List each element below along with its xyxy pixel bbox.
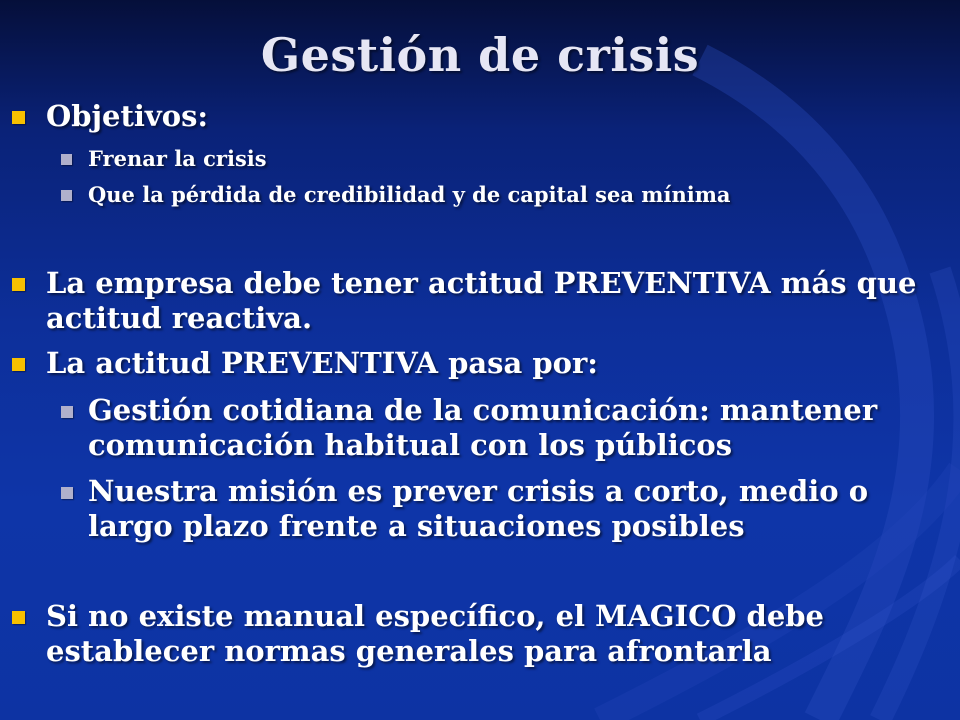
square-bullet-icon	[12, 358, 25, 371]
square-subbullet-icon	[61, 487, 73, 499]
subbullet-frenar	[88, 146, 938, 172]
bullet-manual	[46, 599, 946, 669]
bullet-pasa-por	[46, 346, 946, 381]
bullet-text: Si no existe manual específico, el MAGICO debe establecer normas generales para afrontarla	[46, 599, 825, 668]
square-bullet-icon	[12, 111, 25, 124]
bullet-text: La empresa debe tener actitud PREVENTIVA más que actitud reactiva.	[46, 266, 917, 335]
square-bullet-icon	[12, 278, 25, 291]
square-subbullet-icon	[61, 154, 72, 165]
bullet-actitud-preventiva	[46, 266, 946, 336]
bullet-text: Objetivos:	[46, 99, 209, 133]
subbullet-text: Nuestra misión es prever crisis a corto, medio o largo plazo frente a situaciones posibles	[88, 474, 869, 543]
subbullet-perdida	[88, 182, 938, 208]
square-subbullet-icon	[61, 406, 73, 418]
subbullet-gestion-cotidiana	[88, 393, 948, 463]
square-bullet-icon	[12, 611, 25, 624]
square-subbullet-icon	[61, 190, 72, 201]
subbullet-text: Que la pérdida de credibilidad y de capital sea mínima	[88, 182, 731, 207]
subbullet-text: Frenar la crisis	[88, 146, 267, 171]
bullet-text: La actitud PREVENTIVA pasa por:	[46, 346, 598, 380]
subbullet-text: Gestión cotidiana de la comunicación: mantener comunicación habitual con los públicos	[88, 393, 878, 462]
bullet-objetivos	[46, 99, 946, 134]
subbullet-mision	[88, 474, 948, 544]
slide-title: Gestión de crisis	[260, 28, 700, 82]
